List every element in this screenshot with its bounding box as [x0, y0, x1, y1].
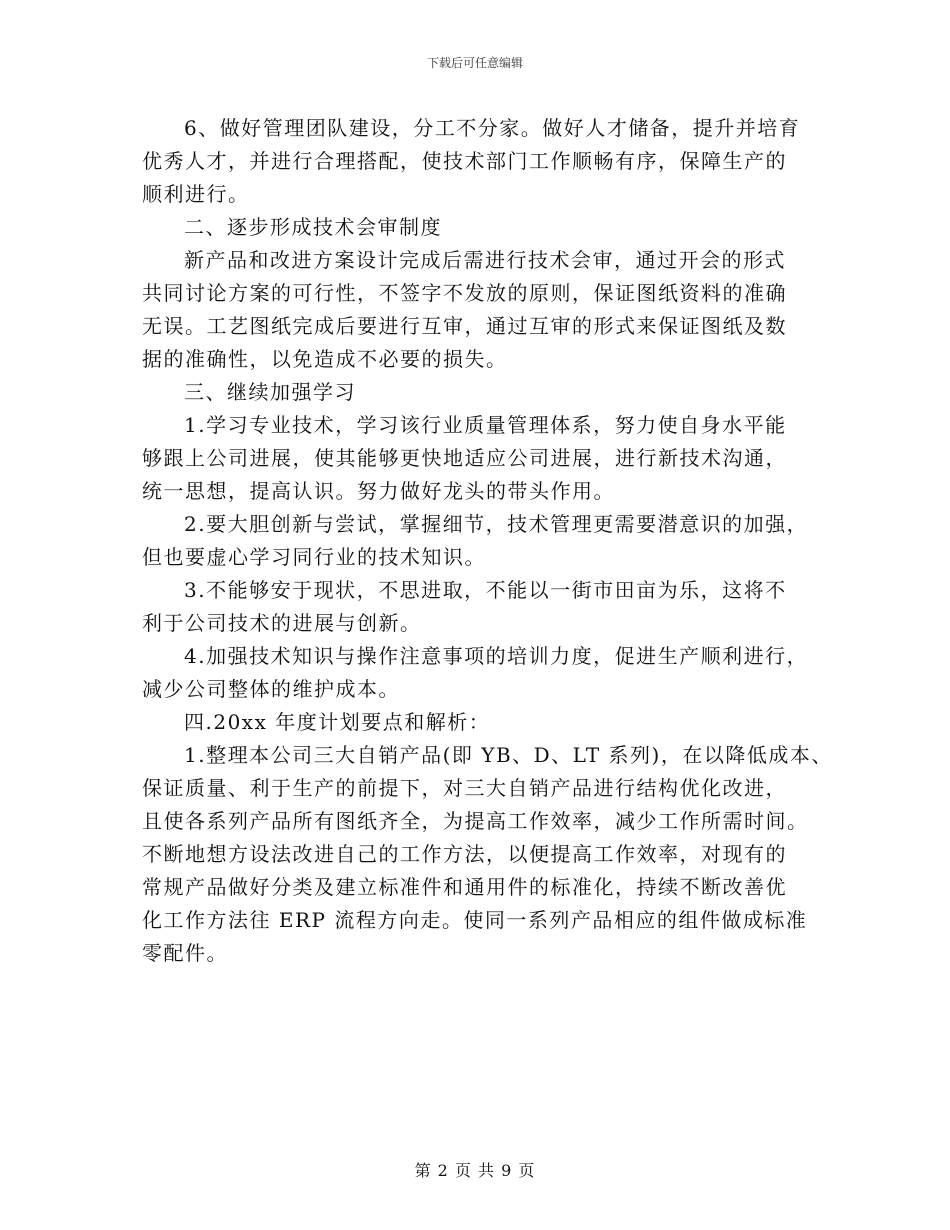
text-line: 无误。工艺图纸完成后要进行互审，通过互审的形式来保证图纸及数	[142, 314, 787, 338]
paragraph-learning-3	[142, 574, 810, 640]
heading-text: 三、继续加强学习	[184, 380, 356, 404]
text-line: 据的准确性，以免造成不必要的损失。	[142, 347, 508, 371]
text-line: 零配件。	[142, 941, 228, 965]
section-heading-3	[142, 376, 810, 409]
text-line: 顺利进行。	[142, 182, 250, 206]
text-line: 不断地想方设法改进自己的工作方法，以便提高工作效率，对现有的	[142, 842, 787, 866]
text-line: 2.要大胆创新与尝试，掌握细节，技术管理更需要潜意识的加强，	[184, 512, 809, 536]
paragraph-6-team-building	[142, 112, 810, 211]
section-heading-2	[142, 211, 810, 244]
text-line: 共同讨论方案的可行性，不签字不发放的原则，保证图纸资料的准确	[142, 281, 787, 305]
text-line: 减少公司整体的维护成本。	[142, 677, 400, 701]
text-line: 够跟上公司进展，使其能够更快地适应公司进展，进行新技术沟通，	[142, 446, 787, 470]
text-line: 且使各系列产品所有图纸齐全，为提高工作效率，减少工作所需时间。	[142, 809, 809, 833]
paragraph-learning-2	[142, 508, 810, 574]
text-line: 3.不能够安于现状，不思进取，不能以一街市田亩为乐，这将不	[184, 578, 787, 602]
text-line: 但也要虚心学习同行业的技术知识。	[142, 545, 486, 569]
section-heading-4	[142, 706, 810, 739]
paragraph-technical-review	[142, 244, 810, 376]
paragraph-learning-1	[142, 409, 810, 508]
text-line: 保证质量、利于生产的前提下，对三大自销产品进行结构优化改进，	[142, 776, 787, 800]
text-line: 统一思想，提高认识。努力做好龙头的带头作用。	[142, 479, 615, 503]
heading-text: 四.20xx 年度计划要点和解析：	[184, 710, 491, 734]
text-line: 常规产品做好分类及建立标准件和通用件的标准化，持续不断改善优	[142, 875, 787, 899]
text-line: 化工作方法往 ERP 流程方向走。使同一系列产品相应的组件做成标准	[142, 908, 808, 932]
heading-text: 二、逐步形成技术会审制度	[184, 215, 442, 239]
paragraph-learning-4	[142, 640, 810, 706]
paragraph-plan-1	[142, 739, 833, 970]
text-line: 1.学习专业技术，学习该行业质量管理体系，努力使自身水平能	[184, 413, 787, 437]
document-body	[142, 112, 833, 970]
page-header: 下载后可任意编辑	[426, 56, 523, 70]
text-line: 4.加强技术知识与操作注意事项的培训力度，促进生产顺利进行，	[184, 644, 809, 668]
text-line: 优秀人才，并进行合理搭配，使技术部门工作顺畅有序，保障生产的	[142, 149, 787, 173]
text-line: 新产品和改进方案设计完成后需进行技术会审，通过开会的形式	[184, 248, 786, 272]
text-line: 6、做好管理团队建设，分工不分家。做好人才储备，提升并培育	[184, 116, 801, 140]
text-line: 1.整理本公司三大自销产品(即 YB、D、LT 系列)，在以降低成本、	[184, 743, 833, 767]
page-number-footer: 第 2 页 共 9 页	[414, 1161, 536, 1180]
text-line: 利于公司技术的进展与创新。	[142, 611, 422, 635]
